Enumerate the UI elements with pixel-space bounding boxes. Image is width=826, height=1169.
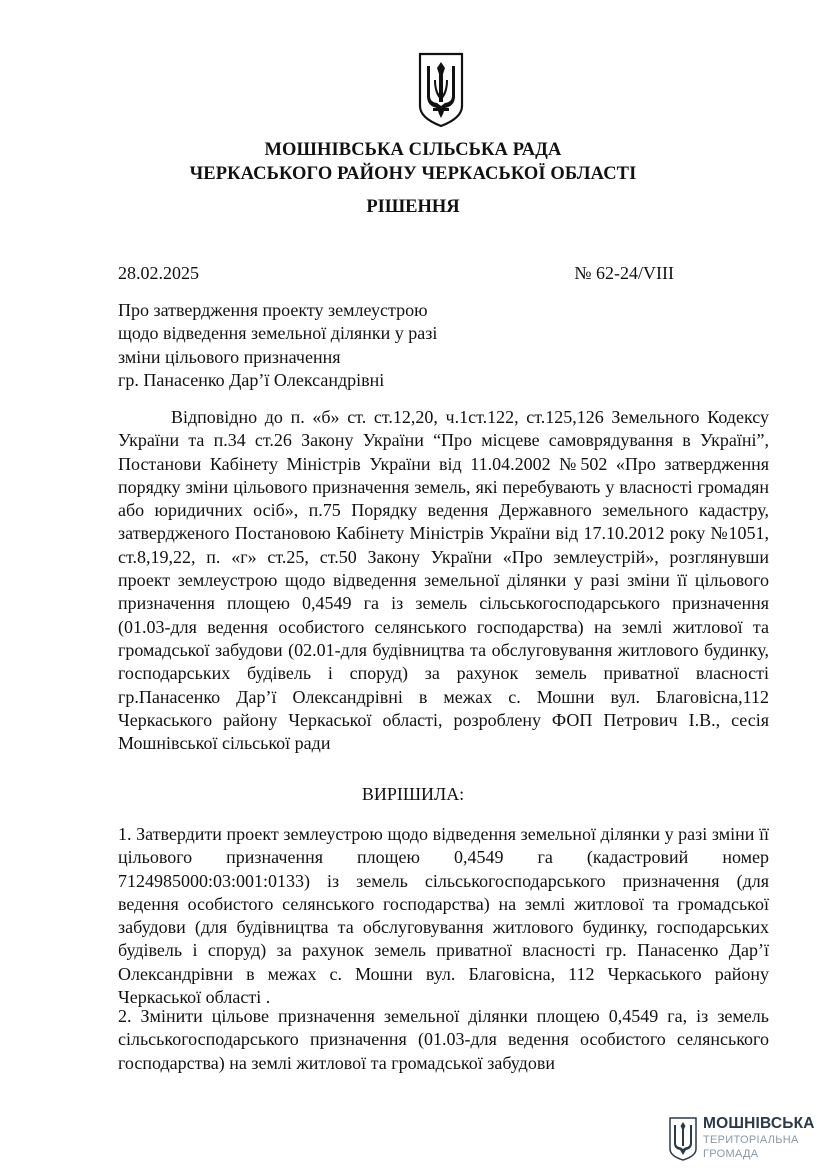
council-name: МОШНІВСЬКА СІЛЬСЬКА РАДА — [264, 140, 562, 160]
decision-item: 2. Змінити цільове призначення земельної ділянки площею 0,4549 га, із земель сільськогосподарського призначення (01.03-для ведення особистого селянського господарства) на землі житлової та громадської забудови — [118, 1006, 769, 1073]
decision-date: 28.02.2025 — [118, 263, 199, 283]
trident-icon — [417, 52, 465, 128]
document-title: РІШЕННЯ — [366, 197, 460, 217]
council-region: ЧЕРКАСЬКОГО РАЙОНУ ЧЕРКАСЬКОЇ ОБЛАСТІ — [189, 164, 637, 184]
subject-line: зміни цільового призначення — [118, 346, 341, 367]
logo-subtitle: ГРОМАДА — [703, 1148, 759, 1160]
logo-subtitle: ТЕРИТОРІАЛЬНА — [703, 1134, 799, 1146]
community-logo — [668, 1113, 818, 1165]
subject-line: гр. Панасенко Дар’ї Олександрівні — [118, 369, 385, 390]
subject-line: Про затвердження проекту землеустрою — [118, 300, 428, 320]
trident-icon — [668, 1117, 698, 1161]
resolved-heading: ВИРІШИЛА: — [361, 784, 465, 804]
logo-title: МОШНІВСЬКА — [703, 1115, 815, 1132]
preamble-paragraph: Відповідно до п. «б» ст. ст.12,20, ч.1ст.122, ст.125,126 Земельного Кодексу України та п.34 ст.26 Закону України “Про місцеве самоврядування в Україні”, Постанови Кабінету Міністрів України від 11.04.2002 №502 «Про затвердження порядку зміни цільового призначення земель, які перебувають у власності громадян або юридичних осіб», п.75 Порядку ведення Державного земельного кадастру, затвердженого Постановою Кабінету Міністрів України від 17.10.2012 року №1051, ст.8,19,22, п. «г» ст.25, ст.50 Закону України «Про землеустрій», розглянувши проект землеустрою щодо відведення земельної ділянки у разі зміни її цільового призначення площею 0,4549 га із земель сільськогосподарського призначення (01.03-для ведення особистого селянського господарства) на землі житлової та громадської забудови (02.01-для будівництва та обслуговування житлового будинку, господарських будівель і споруд) за рахунок земель приватної власності гр.Панасенко Дар’ї Олександрівні в межах с. Мошни вул. Благовісна,112 Черкаського району Черкаської області, розроблену ФОП Петрович І.В., сесія Мошнівської сільської ради — [118, 407, 769, 754]
decision-item: 1. Затвердити проект землеустрою щодо відведення земельної ділянки у разі зміни її цільового призначення площею 0,4549 га (кадастровий номер 7124985000:03:001:0133) із земель сільськогосподарського призначення (для ведення особистого селянського господарства) на землі житлової та громадської забудови (для будівництва та обслуговування житлового будинку, господарських будівель і споруд) за рахунок земель приватної власності гр. Панасенко Дар’ї Олександрівни в межах с. Мошни вул. Благовісна, 112 Черкаського району Черкаської області . — [118, 824, 769, 1008]
decision-subject — [118, 299, 437, 392]
subject-line: щодо відведення земельної ділянки у разі — [118, 323, 438, 344]
decision-number: № 62-24/VIII — [574, 263, 674, 283]
